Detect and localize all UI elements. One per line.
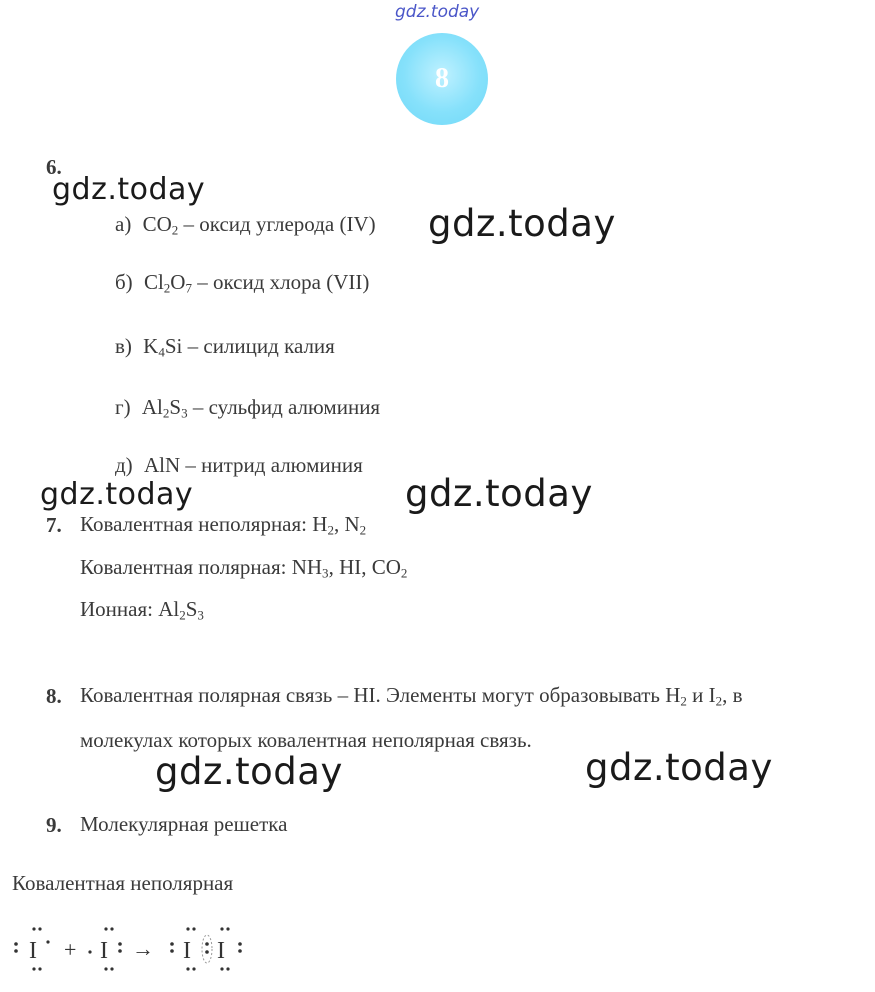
watermark: gdz.today [405, 472, 593, 515]
task-6-item-a [115, 212, 376, 237]
task-7-line-nonpolar: Ковалентная неполярная: $H_2$, $N_2$ [80, 512, 367, 538]
watermark: gdz.today [155, 750, 343, 793]
compound-name: – сульфид алюминия [187, 395, 381, 419]
formula: $CO_2$ [142, 212, 179, 238]
shared-pair-outline [202, 935, 212, 963]
task-6-item-d [115, 395, 380, 420]
task-7-number: 7. [46, 513, 62, 537]
item-letter: г) [115, 395, 131, 419]
task-8-line-2: молекулах которых ковалентная неполярная связь. [80, 728, 532, 752]
iodine-atom-2: I [100, 938, 108, 964]
watermark: gdz.today [52, 172, 206, 207]
item-letter: в) [115, 334, 132, 358]
task-9-number: 9. [46, 813, 62, 837]
task-7-line-ionic: Ионная: $Al_2S_3$ [80, 597, 204, 623]
task-6-item-e [115, 453, 363, 478]
iodine-atom-4: I [217, 938, 225, 964]
task-6-item-b [115, 270, 369, 295]
task-7-line-polar: Ковалентная полярная: $NH_3$, HI, $CO_2$ [80, 555, 408, 581]
task-8-line-1: Ковалентная полярная связь – HI. Элементы могут образовывать $H_2$ и $I_2$, в [80, 683, 743, 709]
compound-name: – нитрид алюминия [180, 453, 363, 477]
watermark-top: gdz.today [395, 2, 480, 22]
iodine-atom-3: I [183, 938, 191, 964]
plus-sign: + [64, 937, 77, 962]
compound-name: – оксид углерода (IV) [178, 212, 376, 236]
iodine-atom-1: I [29, 938, 37, 964]
reaction-arrow: → [132, 936, 154, 961]
item-letter: б) [115, 270, 133, 294]
watermark: gdz.today [428, 202, 616, 245]
compound-name: – оксид хлора (VII) [191, 270, 370, 294]
task-6-item-c [115, 334, 335, 359]
watermark: gdz.today [40, 477, 194, 512]
formula: $K_4Si$ [143, 334, 183, 360]
formula: $Al_2S_3$ [141, 395, 188, 421]
formula: AlN [143, 453, 181, 477]
compound-name: – силицид калия [182, 334, 335, 358]
item-letter: д) [115, 453, 133, 477]
formula: $Cl_2O_7$ [143, 270, 192, 296]
page-number-badge: 8 [396, 33, 488, 125]
task-9-text: Молекулярная решетка [80, 812, 288, 836]
watermark: gdz.today [585, 746, 773, 789]
item-letter: а) [115, 212, 132, 236]
lewis-structure-diagram [12, 925, 262, 977]
task-8-number: 8. [46, 684, 62, 708]
task-6-number: 6. [46, 155, 62, 179]
bond-type-label: Ковалентная неполярная [12, 871, 234, 895]
